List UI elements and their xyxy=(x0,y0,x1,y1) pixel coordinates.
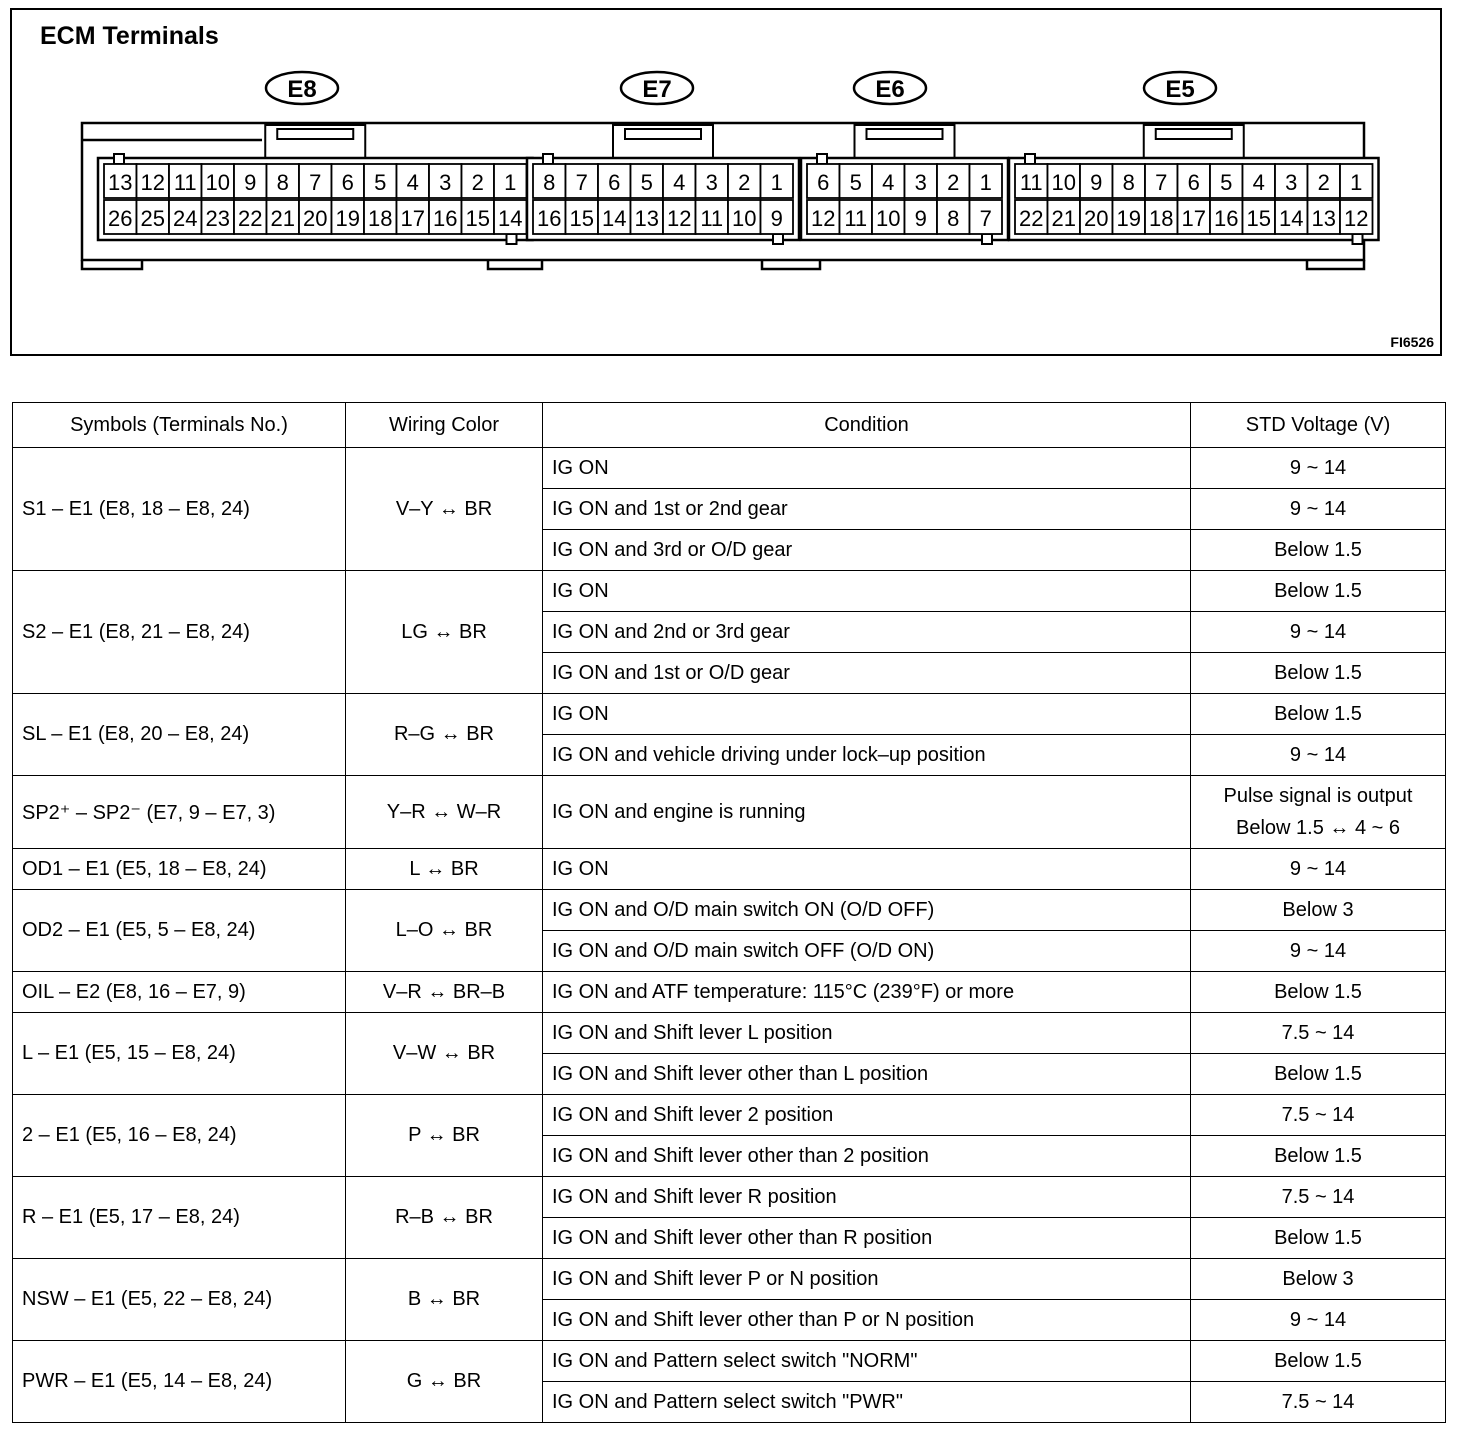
figure-id: FI6526 xyxy=(1390,334,1434,350)
pin-number: 10 xyxy=(1051,170,1076,195)
std-voltage-cell: Below 3 xyxy=(1191,890,1446,931)
pin-number: 4 xyxy=(406,170,419,195)
condition-cell: IG ON and engine is running xyxy=(543,776,1191,849)
std-voltage-cell: 7.5 ~ 14 xyxy=(1191,1177,1446,1218)
pin-number: 6 xyxy=(1187,170,1200,195)
pin-number: 3 xyxy=(1285,170,1298,195)
pin-number: 15 xyxy=(1246,206,1271,231)
symbol-cell: SP2⁺ – SP2⁻ (E7, 9 – E7, 3) xyxy=(13,776,346,849)
pin-number: 13 xyxy=(108,170,133,195)
table-row xyxy=(13,1013,1446,1054)
pin-number: 5 xyxy=(640,170,653,195)
wiring-color-cell: R–B ↔ BR xyxy=(346,1177,543,1259)
connector-drawing xyxy=(12,10,1440,354)
pin-number: 18 xyxy=(368,206,393,231)
pin-number: 12 xyxy=(811,206,836,231)
table-header-row xyxy=(13,403,1446,448)
pin-number: 10 xyxy=(732,206,757,231)
std-voltage-cell: Below 1.5 xyxy=(1191,694,1446,735)
connector-label: E8 xyxy=(287,76,317,103)
connector-label: E5 xyxy=(1165,76,1195,103)
pin-number: 4 xyxy=(673,170,686,195)
connector-key xyxy=(114,154,124,164)
pin-number: 9 xyxy=(914,206,927,231)
pin-number: 26 xyxy=(108,206,133,231)
condition-cell: IG ON and Shift lever other than L position xyxy=(543,1054,1191,1095)
wiring-color-cell: L–O ↔ BR xyxy=(346,890,543,972)
condition-cell: IG ON and O/D main switch OFF (O/D ON) xyxy=(543,931,1191,972)
wiring-color-cell: B ↔ BR xyxy=(346,1259,543,1341)
connector-key xyxy=(773,234,783,244)
pin-number: 1 xyxy=(504,170,517,195)
pin-number: 22 xyxy=(238,206,263,231)
condition-cell: IG ON xyxy=(543,571,1191,612)
terminal-spec-table xyxy=(12,402,1446,1423)
latch-slot xyxy=(277,129,353,139)
pin-number: 12 xyxy=(140,170,165,195)
wiring-color-cell: Y–R ↔ W–R xyxy=(346,776,543,849)
header-wiring-color: Wiring Color xyxy=(346,403,543,448)
pin-number: 2 xyxy=(738,170,751,195)
pin-number: 22 xyxy=(1019,206,1044,231)
condition-cell: IG ON and Shift lever other than 2 position xyxy=(543,1136,1191,1177)
pin-number: 1 xyxy=(1350,170,1363,195)
symbol-cell: 2 – E1 (E5, 16 – E8, 24) xyxy=(13,1095,346,1177)
pin-number: 9 xyxy=(244,170,257,195)
pin-number: 20 xyxy=(1084,206,1109,231)
condition-cell: IG ON and 1st or O/D gear xyxy=(543,653,1191,694)
condition-cell: IG ON and 3rd or O/D gear xyxy=(543,530,1191,571)
condition-cell: IG ON and Pattern select switch "NORM" xyxy=(543,1341,1191,1382)
std-voltage-cell: 9 ~ 14 xyxy=(1191,735,1446,776)
symbol-cell: OD1 – E1 (E5, 18 – E8, 24) xyxy=(13,849,346,890)
pin-number: 8 xyxy=(276,170,289,195)
pin-number: 17 xyxy=(400,206,425,231)
pin-number: 15 xyxy=(569,206,594,231)
housing-foot xyxy=(262,260,820,354)
std-voltage-cell: Below 1.5 xyxy=(1191,1218,1446,1259)
pin-number: 4 xyxy=(1252,170,1265,195)
condition-cell: IG ON and 1st or 2nd gear xyxy=(543,489,1191,530)
pin-number: 1 xyxy=(770,170,783,195)
std-voltage-cell: 7.5 ~ 14 xyxy=(1191,1013,1446,1054)
std-voltage-cell: Below 1.5 xyxy=(1191,1341,1446,1382)
wiring-color-cell: V–R ↔ BR–B xyxy=(346,972,543,1013)
symbol-cell: S1 – E1 (E8, 18 – E8, 24) xyxy=(13,448,346,571)
std-voltage-cell: 7.5 ~ 14 xyxy=(1191,1382,1446,1423)
pin-number: 16 xyxy=(433,206,458,231)
pin-number: 18 xyxy=(1149,206,1174,231)
pin-number: 16 xyxy=(537,206,562,231)
pin-number: 11 xyxy=(1019,170,1043,195)
std-voltage-cell: 7.5 ~ 14 xyxy=(1191,1095,1446,1136)
table-row xyxy=(13,776,1446,849)
ecm-terminals-diagram xyxy=(10,8,1442,356)
pin-number: 7 xyxy=(309,170,322,195)
symbol-cell: S2 – E1 (E8, 21 – E8, 24) xyxy=(13,571,346,694)
table-row xyxy=(13,1341,1446,1382)
pin-number: 12 xyxy=(1344,206,1369,231)
pin-number: 7 xyxy=(979,206,992,231)
pin-number: 2 xyxy=(471,170,484,195)
pin-number: 11 xyxy=(173,170,197,195)
std-voltage-cell: 9 ~ 14 xyxy=(1191,448,1446,489)
pin-number: 3 xyxy=(705,170,718,195)
pin-number: 25 xyxy=(140,206,165,231)
pin-number: 14 xyxy=(1279,206,1304,231)
condition-cell: IG ON and vehicle driving under lock–up position xyxy=(543,735,1191,776)
latch-slot xyxy=(867,129,943,139)
pin-number: 10 xyxy=(876,206,901,231)
pin-number: 13 xyxy=(1311,206,1336,231)
table-row xyxy=(13,849,1446,890)
pin-number: 5 xyxy=(374,170,387,195)
pin-number: 6 xyxy=(817,170,830,195)
pin-number: 2 xyxy=(947,170,960,195)
table-row xyxy=(13,571,1446,612)
condition-cell: IG ON and Shift lever other than P or N position xyxy=(543,1300,1191,1341)
condition-cell: IG ON and Shift lever 2 position xyxy=(543,1095,1191,1136)
condition-cell: IG ON and ATF temperature: 115°C (239°F) or more xyxy=(543,972,1191,1013)
std-voltage-cell: Below 1.5 xyxy=(1191,1136,1446,1177)
table-row xyxy=(13,972,1446,1013)
std-voltage-cell: 9 ~ 14 xyxy=(1191,1300,1446,1341)
std-voltage-cell: 9 ~ 14 xyxy=(1191,489,1446,530)
wiring-color-cell: R–G ↔ BR xyxy=(346,694,543,776)
pin-number: 11 xyxy=(844,206,868,231)
pin-number: 19 xyxy=(335,206,360,231)
wiring-color-cell: LG ↔ BR xyxy=(346,571,543,694)
pin-number: 2 xyxy=(1317,170,1330,195)
header-symbols: Symbols (Terminals No.) xyxy=(13,403,346,448)
condition-cell: IG ON and Shift lever R position xyxy=(543,1177,1191,1218)
condition-cell: IG ON xyxy=(543,694,1191,735)
connector-key xyxy=(1025,154,1035,164)
pin-number: 21 xyxy=(270,206,295,231)
symbol-cell: OD2 – E1 (E5, 5 – E8, 24) xyxy=(13,890,346,972)
pin-number: 8 xyxy=(1122,170,1135,195)
pin-number: 8 xyxy=(947,206,960,231)
wiring-color-cell: L ↔ BR xyxy=(346,849,543,890)
symbol-cell: L – E1 (E5, 15 – E8, 24) xyxy=(13,1013,346,1095)
connector-key xyxy=(507,234,517,244)
table-row xyxy=(13,890,1446,931)
wiring-color-cell: G ↔ BR xyxy=(346,1341,543,1423)
condition-cell: IG ON and Pattern select switch "PWR" xyxy=(543,1382,1191,1423)
pin-number: 14 xyxy=(602,206,627,231)
pin-number: 15 xyxy=(465,206,490,231)
pin-number: 13 xyxy=(634,206,659,231)
std-voltage-cell: Pulse signal is output Below 1.5 ↔ 4 ~ 6 xyxy=(1191,776,1446,849)
latch-slot xyxy=(1156,129,1232,139)
std-voltage-cell: 9 ~ 14 xyxy=(1191,849,1446,890)
symbol-cell: NSW – E1 (E5, 22 – E8, 24) xyxy=(13,1259,346,1341)
std-voltage-cell: Below 1.5 xyxy=(1191,653,1446,694)
std-voltage-cell: Below 1.5 xyxy=(1191,530,1446,571)
connector-label: E6 xyxy=(875,76,905,103)
pin-number: 4 xyxy=(882,170,895,195)
pin-number: 3 xyxy=(914,170,927,195)
pin-number: 6 xyxy=(608,170,621,195)
pin-number: 12 xyxy=(667,206,692,231)
pin-number: 7 xyxy=(1155,170,1168,195)
condition-cell: IG ON xyxy=(543,849,1191,890)
pin-number: 9 xyxy=(1090,170,1103,195)
connector-key xyxy=(543,154,553,164)
symbol-cell: PWR – E1 (E5, 14 – E8, 24) xyxy=(13,1341,346,1423)
table-row xyxy=(13,1259,1446,1300)
connector-key xyxy=(982,234,992,244)
connector-label: E7 xyxy=(642,76,672,103)
condition-cell: IG ON and 2nd or 3rd gear xyxy=(543,612,1191,653)
wiring-color-cell: P ↔ BR xyxy=(346,1095,543,1177)
condition-cell: IG ON and Shift lever P or N position xyxy=(543,1259,1191,1300)
pin-number: 5 xyxy=(849,170,862,195)
table-row xyxy=(13,1177,1446,1218)
symbol-cell: OIL – E2 (E8, 16 – E7, 9) xyxy=(13,972,346,1013)
std-voltage-cell: 9 ~ 14 xyxy=(1191,612,1446,653)
connector-key xyxy=(817,154,827,164)
pin-number: 11 xyxy=(700,206,724,231)
pin-number: 5 xyxy=(1220,170,1233,195)
pin-number: 17 xyxy=(1181,206,1206,231)
pin-number: 7 xyxy=(575,170,588,195)
pin-number: 19 xyxy=(1116,206,1141,231)
table-row xyxy=(13,1095,1446,1136)
condition-cell: IG ON and O/D main switch ON (O/D OFF) xyxy=(543,890,1191,931)
header-std-voltage: STD Voltage (V) xyxy=(1191,403,1446,448)
pin-number: 6 xyxy=(341,170,354,195)
std-voltage-cell: Below 3 xyxy=(1191,1259,1446,1300)
condition-cell: IG ON and Shift lever other than R position xyxy=(543,1218,1191,1259)
connector-key xyxy=(1353,234,1363,244)
pin-number: 24 xyxy=(173,206,198,231)
pin-number: 10 xyxy=(205,170,230,195)
latch-slot xyxy=(625,129,701,139)
pin-number: 16 xyxy=(1214,206,1239,231)
pin-number: 9 xyxy=(770,206,783,231)
pin-number: 3 xyxy=(439,170,452,195)
pin-number: 1 xyxy=(979,170,992,195)
wiring-color-cell: V–W ↔ BR xyxy=(346,1013,543,1095)
std-voltage-cell: Below 1.5 xyxy=(1191,972,1446,1013)
pin-number: 23 xyxy=(205,206,230,231)
pin-number: 20 xyxy=(303,206,328,231)
pin-number: 14 xyxy=(498,206,523,231)
pin-number: 21 xyxy=(1051,206,1076,231)
condition-cell: IG ON xyxy=(543,448,1191,489)
std-voltage-cell: 9 ~ 14 xyxy=(1191,931,1446,972)
symbol-cell: SL – E1 (E8, 20 – E8, 24) xyxy=(13,694,346,776)
diagram-title: ECM Terminals xyxy=(40,22,219,50)
wiring-color-cell: V–Y ↔ BR xyxy=(346,448,543,571)
pin-number: 8 xyxy=(543,170,556,195)
table-row xyxy=(13,694,1446,735)
std-voltage-cell: Below 1.5 xyxy=(1191,1054,1446,1095)
std-voltage-cell: Below 1.5 xyxy=(1191,571,1446,612)
table-row xyxy=(13,448,1446,489)
housing-foot xyxy=(262,260,542,354)
housing-foot xyxy=(262,260,1364,354)
symbol-cell: R – E1 (E5, 17 – E8, 24) xyxy=(13,1177,346,1259)
header-condition: Condition xyxy=(543,403,1191,448)
condition-cell: IG ON and Shift lever L position xyxy=(543,1013,1191,1054)
